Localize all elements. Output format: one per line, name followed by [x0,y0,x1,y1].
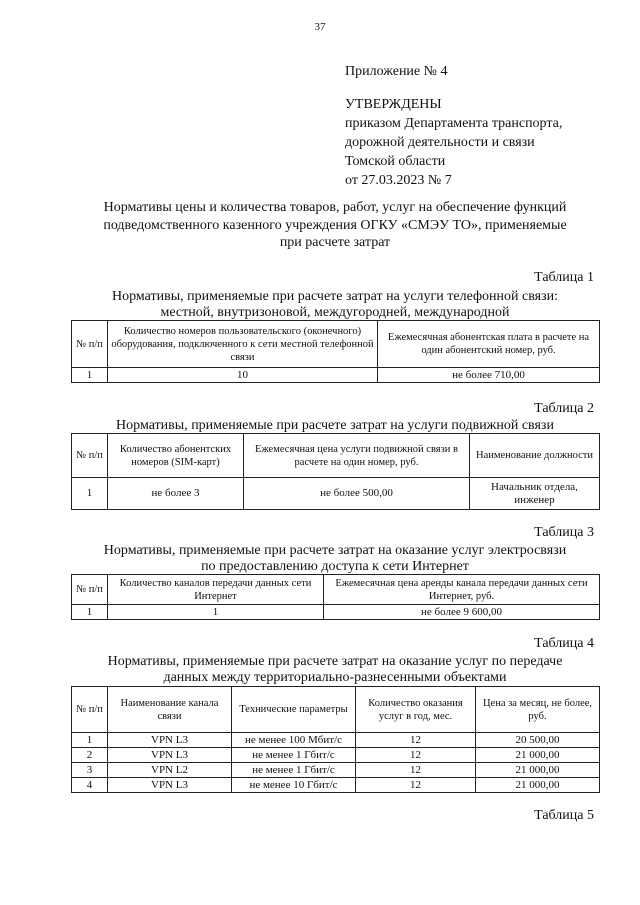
table2-header-num: № п/п [72,434,108,478]
table-cell: 12 [356,748,476,763]
table-cell: 12 [356,733,476,748]
approval-block [345,62,562,190]
table-row [72,778,600,793]
table2-title-line: Нормативы, применяемые при расчете затрат на услуги подвижной связи [116,418,554,433]
table-cell: VPN L2 [108,763,232,778]
table-cell: 3 [72,763,108,778]
table4-header-channel: Наименование канала связи [108,687,232,733]
table3-label: Таблица 3 [534,525,594,540]
table-row [72,478,600,510]
table-cell: 1 [108,605,324,620]
table2-header-sim: Количество абонентских номеров (SIM-карт) [108,434,244,478]
table-cell: 12 [356,778,476,793]
approval-line: дорожной деятельности и связи [345,135,535,150]
table4-title [70,654,600,685]
table2 [71,433,600,510]
document-title-line: подведомственного казенного учреждения ОГКУ «СМЭУ ТО», применяемые [103,217,567,233]
table1-header-count: Количество номеров пользовательского (оконечного) оборудования, подключенного к сети местной телефонной связи [108,321,378,368]
table2-label: Таблица 2 [534,401,594,416]
appendix-label: Приложение № 4 [345,64,448,79]
table-cell: VPN L3 [108,748,232,763]
table3-header-num: № п/п [72,575,108,605]
table-cell: Начальник отдела, инженер [470,478,600,510]
table2-header-price: Ежемесячная цена услуги подвижной связи в расчете на один номер, руб. [244,434,470,478]
table-cell: 21 000,00 [476,748,600,763]
table-cell: 4 [72,778,108,793]
table-cell: VPN L3 [108,733,232,748]
approval-line: Томской области [345,154,446,169]
table2-title [70,418,600,434]
table-cell: не более 3 [108,478,244,510]
table4-header-num: № п/п [72,687,108,733]
table-cell: не более 500,00 [244,478,470,510]
approval-date: от 27.03.2023 № 7 [345,173,452,188]
table3-title-line: Нормативы, применяемые при расчете затрат на оказание услуг электросвязи [103,543,567,558]
table-cell: не более 9 600,00 [324,605,600,620]
table4-header-params: Технические параметры [232,687,356,733]
document-title-line: Нормативы цены и количества товаров, работ, услуг на обеспечение функций [103,200,567,215]
table3 [71,574,600,620]
table4-header-months: Количество оказания услуг в год, мес. [356,687,476,733]
table1-header-fee: Ежемесячная абонентская плата в расчете на один абонентский номер, руб. [378,321,600,368]
table-cell: VPN L3 [108,778,232,793]
table-cell: не более 710,00 [378,368,600,383]
table1-title-line: Нормативы, применяемые при расчете затрат на услуги телефонной связи: [111,289,559,304]
table2-header-position: Наименование должности [470,434,600,478]
table-cell: 21 000,00 [476,778,600,793]
table-cell: не менее 100 Мбит/с [232,733,356,748]
table4-title-line: данных между территориально-разнесенными объектами [163,669,507,685]
table3-header-channels: Количество каналов передачи данных сети Интернет [108,575,324,605]
table-row [72,748,600,763]
table-cell: 12 [356,763,476,778]
table-cell: 21 000,00 [476,763,600,778]
table3-header-rent: Ежемесячная цена аренды канала передачи данных сети Интернет, руб. [324,575,600,605]
table-cell: 2 [72,748,108,763]
table4-header-price: Цена за месяц, не более, руб. [476,687,600,733]
table-cell: 20 500,00 [476,733,600,748]
table1-header-num: № п/п [72,321,108,368]
table-cell: 10 [108,368,378,383]
table-cell: не менее 10 Гбит/с [232,778,356,793]
table4 [71,686,600,793]
document-title-line: при расчете затрат [279,235,391,250]
table5-label: Таблица 5 [534,808,594,823]
approved-heading: УТВЕРЖДЕНЫ [345,97,442,112]
table3-title-line: по предоставлению доступа к сети Интернет [201,558,469,574]
table-cell: 1 [72,733,108,748]
table-cell: 1 [72,368,108,383]
table-row [72,605,600,620]
table4-label: Таблица 4 [534,636,594,651]
table-row [72,368,600,383]
table1-label: Таблица 1 [534,270,594,285]
approval-line: приказом Департамента транспорта, [345,116,563,131]
table-cell: не менее 1 Гбит/с [232,763,356,778]
table-row [72,733,600,748]
table-row [72,763,600,778]
table3-title [70,543,600,574]
table-cell: 1 [72,605,108,620]
table1 [71,320,600,383]
table-cell: 1 [72,478,108,510]
table4-title-line: Нормативы, применяемые при расчете затрат на оказание услуг по передаче [107,654,563,669]
page-number: 37 [314,21,326,33]
table-cell: не менее 1 Гбит/с [232,748,356,763]
table1-title [70,289,600,320]
table1-title-line: местной, внутризоновой, междугородней, международной [160,304,510,320]
document-title [70,199,600,252]
